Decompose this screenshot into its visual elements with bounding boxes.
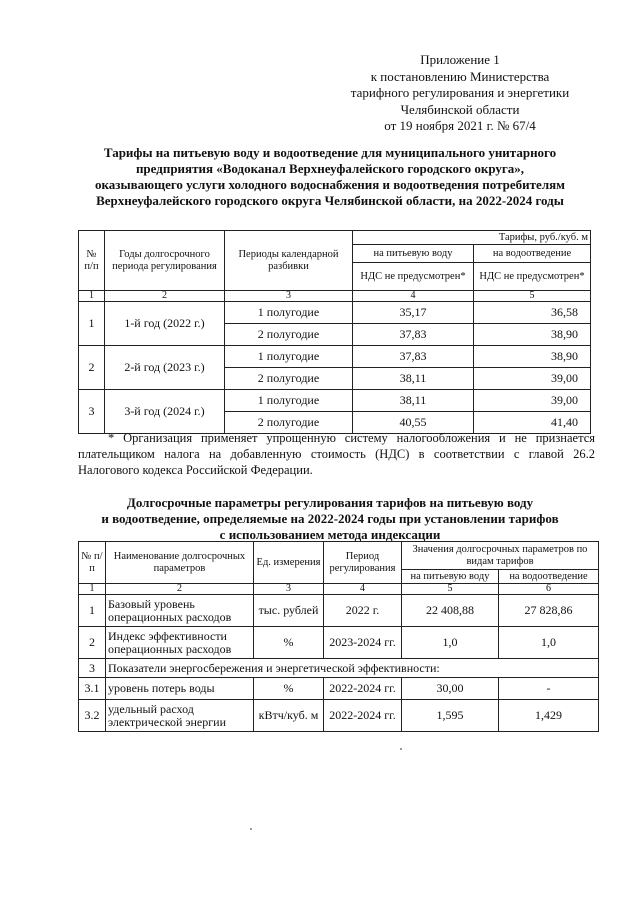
header-num: № п/п — [79, 231, 105, 291]
header-vat-water: НДС не предусмотрен* — [353, 263, 474, 291]
row-drain: - — [499, 678, 599, 700]
header-num: № п/п — [79, 542, 106, 584]
row-drain: 39,00 — [474, 368, 591, 390]
parameters-table — [78, 541, 599, 732]
row-num: 3.1 — [79, 678, 106, 700]
title-line: и водоотведение, определяемые на 2022-2024 годы при установлении тарифов — [101, 511, 559, 526]
title-line: предприятия «Водоканал Верхнеуфалейского городского округа», — [135, 161, 525, 176]
row-year: 3-й год (2024 г.) — [105, 390, 225, 434]
row-num: 3 — [79, 390, 105, 434]
row-water: 38,11 — [353, 368, 474, 390]
col-number: 6 — [499, 584, 599, 595]
header-unit: Ед. измерения — [254, 542, 324, 584]
title-line: Долгосрочные параметры регулирования тарифов на питьевую воду — [126, 495, 534, 510]
row-period: 2022-2024 гг. — [324, 678, 402, 700]
row-period: 2023-2024 гг. — [324, 627, 402, 659]
header-years: Годы долгосрочного периода регулирования — [105, 231, 225, 291]
row-water: 37,83 — [353, 346, 474, 368]
row-num: 3 — [79, 659, 106, 678]
row-unit: % — [254, 678, 324, 700]
col-number: 1 — [79, 584, 106, 595]
row-water: 35,17 — [353, 302, 474, 324]
footnote — [78, 430, 595, 478]
appendix-line: тарифного регулирования и энергетики — [350, 85, 570, 100]
header-water: на питьевую воду — [353, 245, 474, 263]
title-line: Верхнеуфалейского городского округа Челябинской области, на 2022-2024 годы — [96, 193, 564, 208]
appendix-line: к постановлению Министерства — [370, 68, 550, 84]
col-number: 4 — [353, 291, 474, 302]
row-period: 1 полугодие — [225, 346, 353, 368]
row-water: 22 408,88 — [402, 595, 499, 627]
header-drain: на водоотведение — [499, 570, 599, 584]
header-period: Период регулирования — [324, 542, 402, 584]
row-period: 2 полугодие — [225, 412, 353, 434]
appendix-line: от 19 ноября 2021 г. № 67/4 — [384, 118, 536, 133]
scan-speck — [250, 828, 252, 830]
row-num: 2 — [79, 627, 106, 659]
tariffs-title — [70, 145, 590, 209]
row-period: 2 полугодие — [225, 368, 353, 390]
table-row — [79, 346, 591, 368]
row-period: 2 полугодие — [225, 324, 353, 346]
header-tariffs: Тарифы, руб./куб. м — [353, 231, 591, 245]
row-water: 40,55 — [353, 412, 474, 434]
table-row — [79, 390, 591, 412]
appendix-line: Приложение 1 — [420, 52, 500, 67]
col-number: 3 — [254, 584, 324, 595]
row-num: 1 — [79, 595, 106, 627]
footnote-text: * Организация применяет упрощенную систему налогообложения и не признается плательщиком налога на добавленную стоимость (НДС) в соответствии с главой 26.2 Налогового кодекса Российской Федерации. — [78, 431, 595, 477]
col-number: 4 — [324, 584, 402, 595]
row-drain: 36,58 — [474, 302, 591, 324]
row-name: Показатели энергосбережения и энергетической эффективности: — [106, 659, 599, 678]
table-row — [79, 302, 591, 324]
row-unit: кВтч/куб. м — [254, 700, 324, 732]
row-name: удельный расход электрической энергии — [106, 700, 254, 732]
row-period: 1 полугодие — [225, 302, 353, 324]
header-water: на питьевую воду — [402, 570, 499, 584]
row-period: 2022 г. — [324, 595, 402, 627]
header-vat-drain: НДС не предусмотрен* — [474, 263, 591, 291]
row-unit: тыс. рублей — [254, 595, 324, 627]
appendix-header — [330, 52, 590, 135]
table-row — [79, 659, 599, 678]
row-drain: 41,40 — [474, 412, 591, 434]
table-row — [79, 678, 599, 700]
title-line: с использованием метода индексации — [219, 527, 441, 542]
row-drain: 27 828,86 — [499, 595, 599, 627]
row-water: 38,11 — [353, 390, 474, 412]
col-number: 5 — [402, 584, 499, 595]
header-drain: на водоотведение — [474, 245, 591, 263]
parameters-title — [70, 495, 590, 543]
col-number: 1 — [79, 291, 105, 302]
header-values: Значения долгосрочных параметров по видам тарифов — [402, 542, 599, 570]
row-name: уровень потерь воды — [106, 678, 254, 700]
col-number: 3 — [225, 291, 353, 302]
row-drain: 38,90 — [474, 324, 591, 346]
row-water: 1,595 — [402, 700, 499, 732]
col-number: 2 — [105, 291, 225, 302]
row-drain: 1,429 — [499, 700, 599, 732]
row-num: 2 — [79, 346, 105, 390]
header-periods: Периоды календарной разбивки — [225, 231, 353, 291]
appendix-line: Челябинской области — [400, 101, 520, 117]
row-name: Индекс эффективности операционных расходов — [106, 627, 254, 659]
row-period: 2022-2024 гг. — [324, 700, 402, 732]
col-number: 5 — [474, 291, 591, 302]
table-row — [79, 595, 599, 627]
tariffs-table — [78, 230, 591, 434]
table-row — [79, 627, 599, 659]
row-year: 1-й год (2022 г.) — [105, 302, 225, 346]
row-name: Базовый уровень операционных расходов — [106, 595, 254, 627]
row-drain: 38,90 — [474, 346, 591, 368]
row-drain: 39,00 — [474, 390, 591, 412]
row-num: 3.2 — [79, 700, 106, 732]
row-year: 2-й год (2023 г.) — [105, 346, 225, 390]
row-water: 1,0 — [402, 627, 499, 659]
col-number: 2 — [106, 584, 254, 595]
row-water: 37,83 — [353, 324, 474, 346]
row-unit: % — [254, 627, 324, 659]
row-drain: 1,0 — [499, 627, 599, 659]
row-num: 1 — [79, 302, 105, 346]
title-line: Тарифы на питьевую воду и водоотведение для муниципального унитарного — [103, 145, 557, 160]
table-row — [79, 700, 599, 732]
row-period: 1 полугодие — [225, 390, 353, 412]
scan-speck — [400, 748, 402, 750]
title-line: оказывающего услуги холодного водоснабжения и водоотведения потребителям — [94, 177, 566, 192]
row-water: 30,00 — [402, 678, 499, 700]
header-name: Наименование долгосрочных параметров — [106, 542, 254, 584]
